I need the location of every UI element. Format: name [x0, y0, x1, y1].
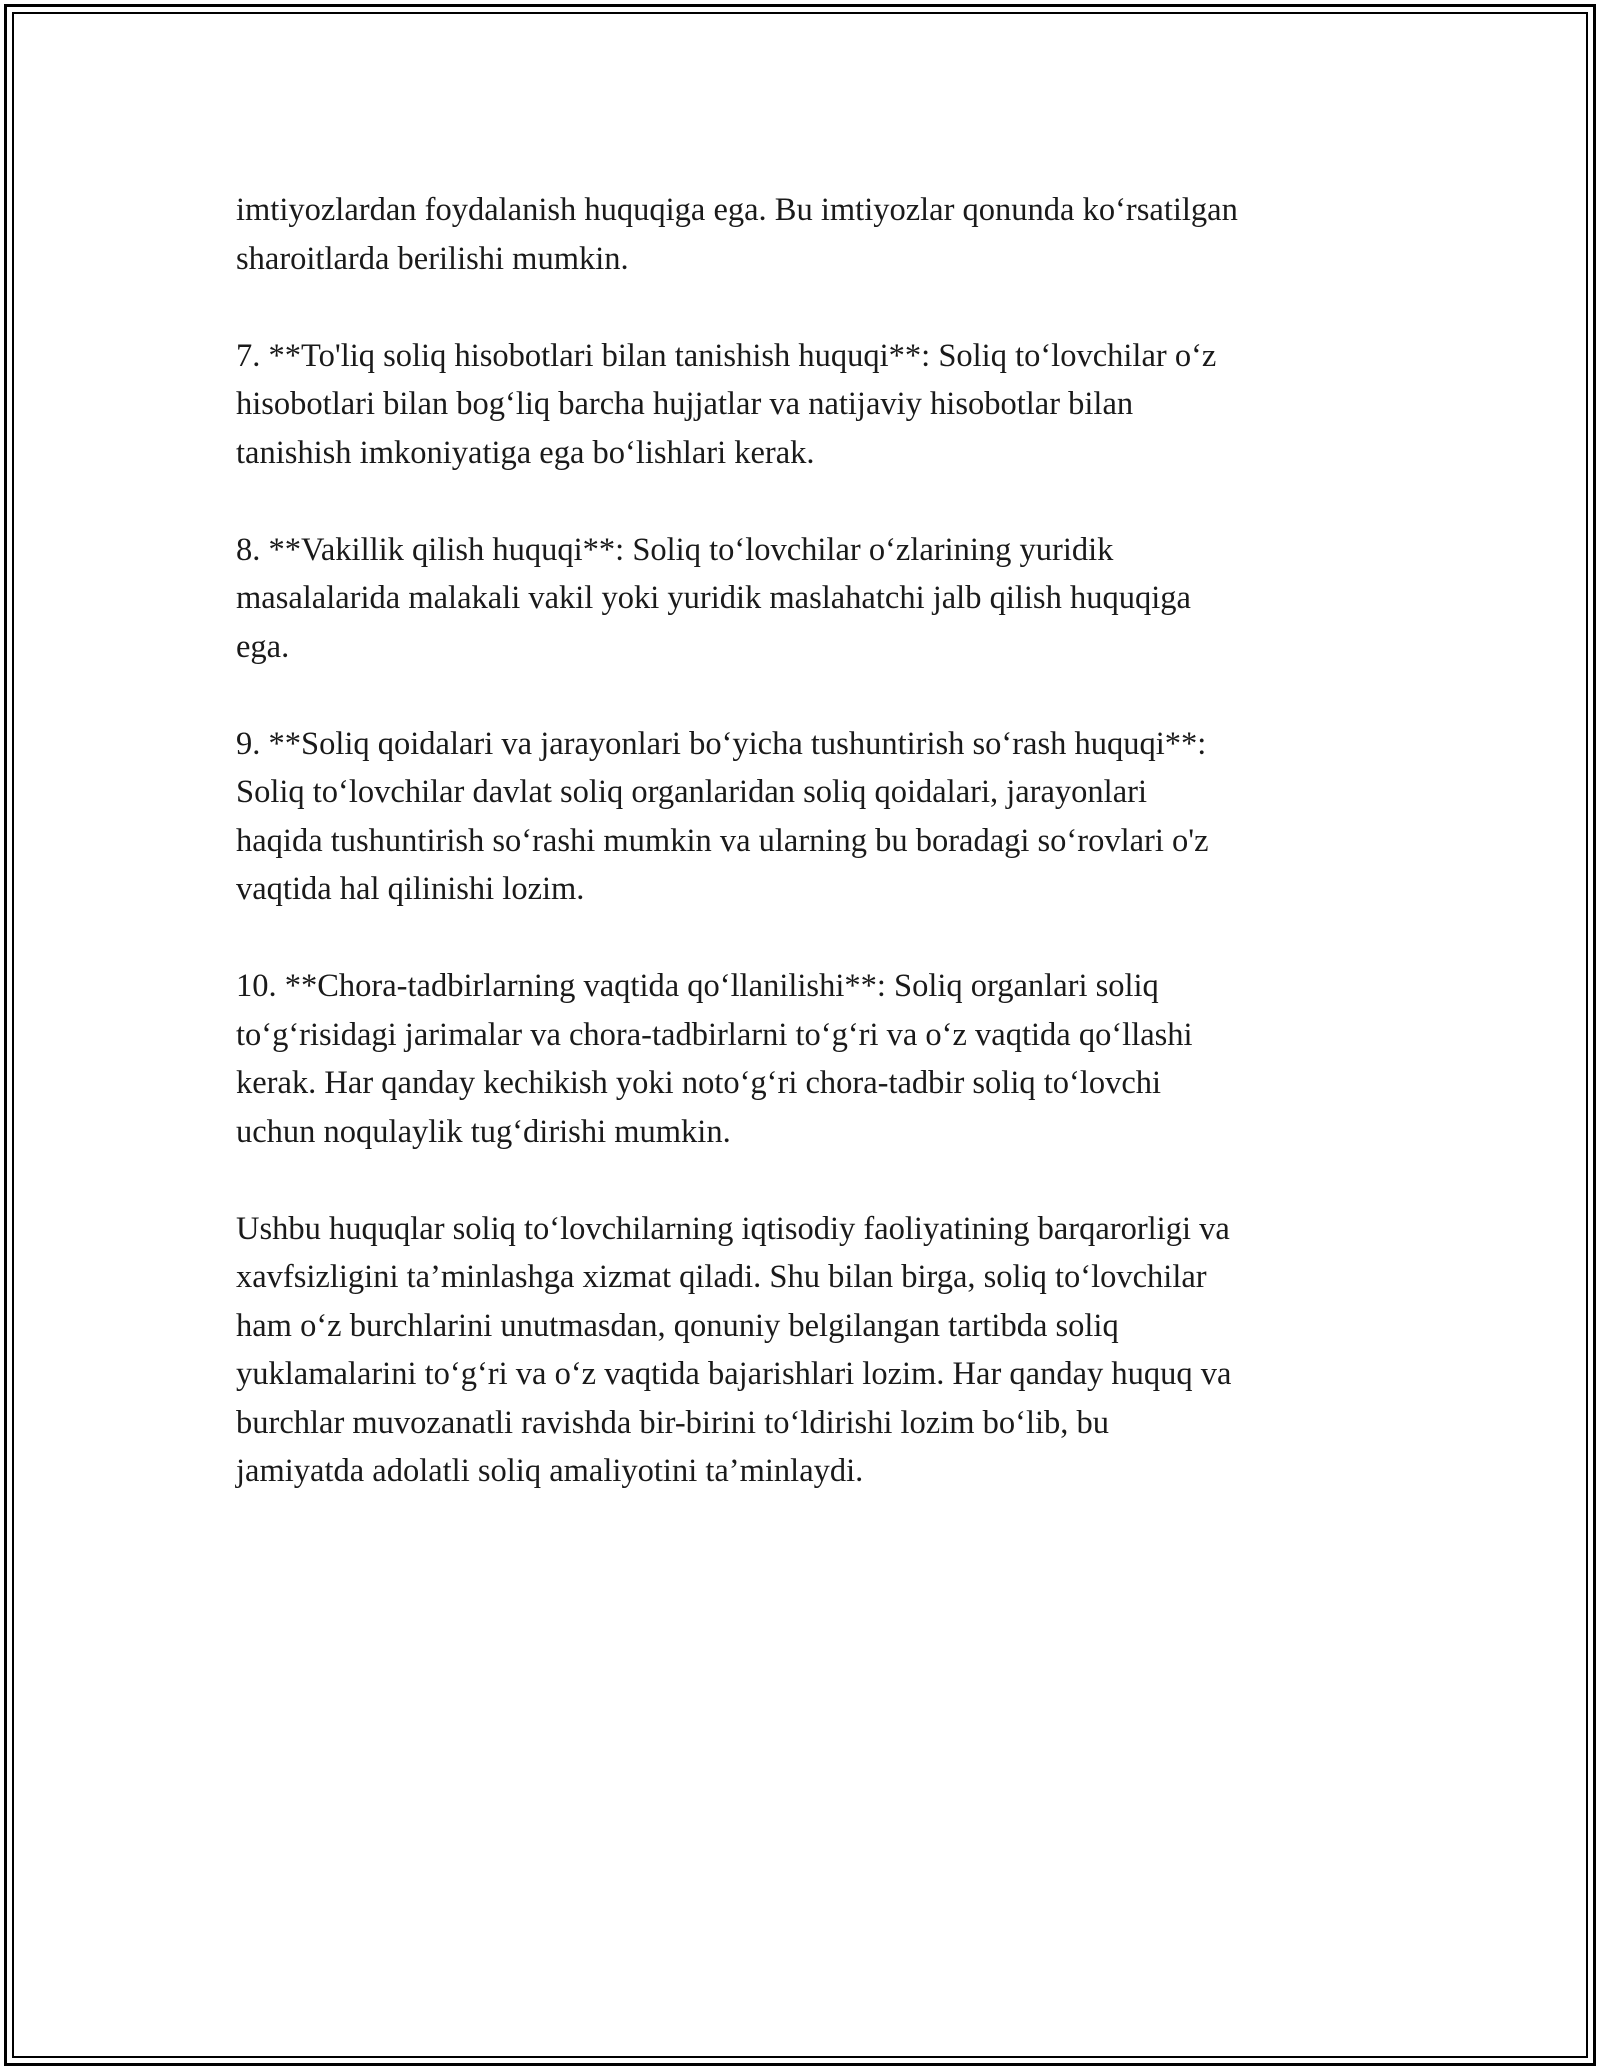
paragraph-conclusion: Ushbu huquqlar soliq to‘lovchilarning iqtisodiy faoliyatining barqarorligi va xavfsizligini ta’minlashga xizmat qiladi. Shu bilan birga, soliq to‘lovchilar ham o‘z burchlarini unutmasdan, qonuniy belgilangan tartibda soliq yuklamalarini to‘g‘ri va o‘z vaqtida bajarishlari lozim. Har qanday huquq va burchlar muvozanatli ravishda bir-birini to‘ldirishi lozim bo‘lib, bu jamiyatda adolatli soliq amaliyotini ta’minlaydi.	[236, 1210, 1232, 1489]
paragraph-item-10: 10. **Chora-tadbirlarning vaqtida qo‘llanilishi**: Soliq organlari soliq to‘g‘risidagi jarimalar va chora-tadbirlarni to‘g‘ri va o‘z vaqtida qo‘llashi kerak. Har qanday kechikish yoki noto‘g‘ri chora-tadbir soliq to‘lovchi uchun noqulaylik tug‘dirishi mumkin.	[236, 968, 1193, 1150]
paragraph-intro-continuation: imtiyozlardan foydalanish huquqiga ega. Bu imtiyozlar qonunda ko‘rsatilgan sharoitlarda berilishi mumkin.	[236, 192, 1238, 277]
paragraph-item-7: 7. **To'liq soliq hisobotlari bilan tanishish huquqi**: Soliq to‘lovchilar o‘z hisobotlari bilan bog‘liq barcha hujjatlar va natijaviy hisobotlar bilan tanishish imkoniyatiga ega bo‘lishlari kerak.	[236, 337, 1217, 471]
document-body	[236, 186, 1386, 1544]
paragraph-item-8: 8. **Vakillik qilish huquqi**: Soliq to‘lovchilar o‘zlarining yuridik masalalarida malakali vakil yoki yuridik maslahatchi jalb qilish huquqiga ega.	[236, 531, 1191, 665]
paragraph-item-9: 9. **Soliq qoidalari va jarayonlari bo‘yicha tushuntirish so‘rash huquqi**: Soliq to‘lovchilar davlat soliq organlaridan soliq qoidalari, jarayonlari haqida tushuntirish so‘rashi mumkin va ularning bu boradagi so‘rovlari o'z vaqtida hal qilinishi lozim.	[236, 725, 1209, 907]
